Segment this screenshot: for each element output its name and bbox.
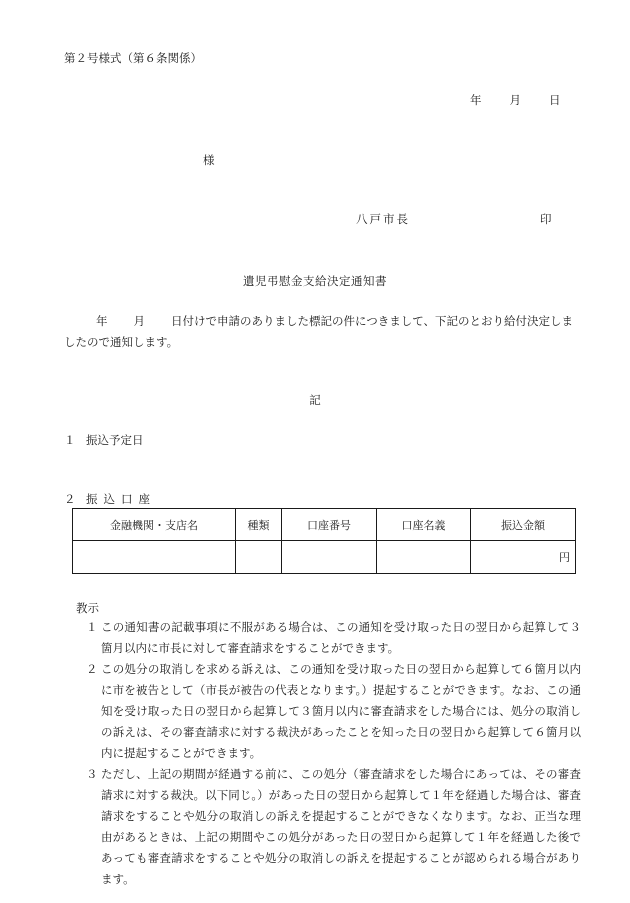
issue-date	[470, 92, 561, 108]
body-year-label: 年	[96, 314, 108, 328]
notice-item-text: この通知書の記載事項に不服がある場合は、この通知を受け取った日の翌日から起算して３箇月以内に市長に対して審査請求をすることができます。	[101, 620, 581, 655]
header-bank-branch: 金融機関・支店名	[73, 509, 236, 541]
notice-item	[86, 764, 581, 890]
notice-list	[86, 617, 581, 890]
cell-account-holder	[377, 541, 471, 574]
body-paragraph	[64, 311, 578, 353]
notice-item-number: １	[86, 620, 98, 634]
ki-heading: 記	[309, 393, 321, 407]
table-header-row	[73, 509, 576, 541]
notice-item-text: この処分の取消しを求める訴えは、この通知を受け取った日の翌日から起算して６箇月以内に市を被告として（市長が被告の代表となります。）提起することができます。なお、この通知を受け取った日の翌日から起算して３箇月以内に審査請求をした場合には、処分の取消しの訴えは、その審査請求に対する裁決があったことを知った日の翌日から起算して６箇月以内に提起することができます。	[101, 662, 581, 760]
item-number: １	[64, 433, 76, 447]
date-day-label: 日	[549, 93, 561, 107]
notice-item	[86, 617, 581, 659]
body-text: 日付けで申請のありました標記の件につきまして、下記のとおり給付決定しましたので通知します。	[64, 314, 574, 349]
seal-mark: 印	[540, 212, 552, 226]
header-account-type: 種類	[236, 509, 282, 541]
recipient-honorific: 様	[203, 153, 215, 167]
item-transfer-account	[64, 491, 156, 507]
account-table	[72, 508, 576, 574]
cell-bank-branch	[73, 541, 236, 574]
date-year-label: 年	[470, 93, 482, 107]
date-month-label: 月	[509, 93, 521, 107]
header-transfer-amount: 振込金額	[471, 509, 576, 541]
cell-account-number	[282, 541, 377, 574]
header-account-holder: 口座名義	[377, 509, 471, 541]
form-number: 第２号様式（第６条関係）	[64, 51, 202, 65]
cell-account-type	[236, 541, 282, 574]
sender-mayor: 八戸市長	[356, 212, 410, 226]
document-title: 遺児弔慰金支給決定通知書	[243, 274, 387, 288]
cell-transfer-amount: 円	[471, 541, 576, 574]
item-label: 振込予定日	[86, 433, 144, 447]
notice-item	[86, 659, 581, 764]
header-account-number: 口座番号	[282, 509, 377, 541]
item-label: 振込口座	[86, 492, 156, 506]
item-number: ２	[64, 492, 76, 506]
notice-item-number: ３	[86, 767, 98, 781]
body-month-label: 月	[133, 314, 145, 328]
notice-item-number: ２	[86, 662, 98, 676]
notice-item-text: ただし、上記の期間が経過する前に、この処分（審査請求をした場合にあっては、その審査請求に対する裁決。以下同じ。）があった日の翌日から起算して１年を経過した場合は、審査請求をすることや処分の取消しの訴えを提起することができなくなります。なお、正当な理由があるときは、上記の期間やこの処分があった日の翌日から起算して１年を経過した後であっても審査請求をすることや処分の取消しの訴えを提起することが認められる場合があります。	[101, 767, 581, 886]
table-row	[73, 541, 576, 574]
notice-title: 教示	[76, 601, 99, 615]
item-transfer-date	[64, 432, 144, 448]
